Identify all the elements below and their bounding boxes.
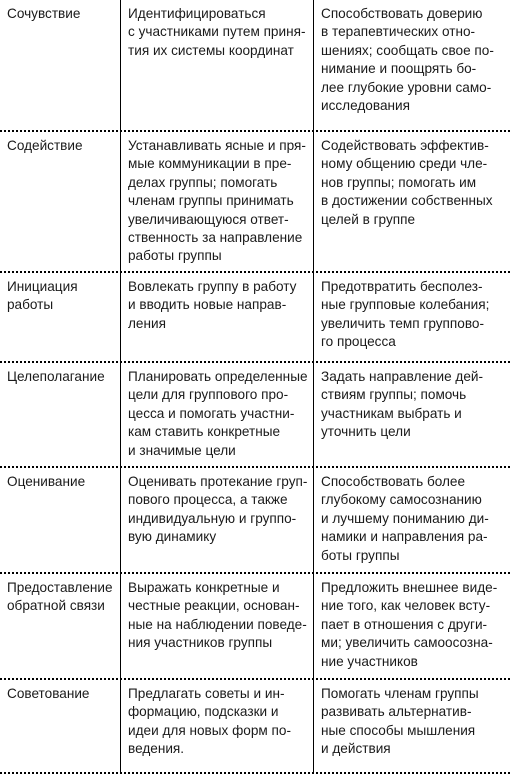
goal-cell: Планировать определенные цели для группового про- цесса и помогать участни- кам ставить конкретные и значимые цели: [120, 363, 313, 468]
role-cell: Содействие: [7, 138, 83, 153]
table-row: [0, 0, 510, 132]
role-cell: Предоставление обратной связи: [7, 580, 113, 614]
table-row: [0, 574, 510, 680]
table-row: [0, 680, 510, 774]
goal-cell: Оценивать протекание груп- пового процесса, а также индивидуальную и группо- вую динамику: [120, 468, 313, 574]
goal-cell: Идентифицироваться с участниками путем приня- тия их системы координат: [120, 0, 313, 132]
role-cell: Оценивание: [7, 474, 86, 489]
role-cell: Сочувствие: [7, 6, 81, 21]
goal-cell: Устанавливать ясные и пря- мые коммуникации в пре- делах группы; помогать членам группы принимать увеличивающуюся ответ- ственность за направление работы группы: [120, 132, 313, 273]
table-row: [0, 468, 510, 574]
effect-cell: Задать направление дей- ствиям группы; помочь участникам выбрать и уточнить цели: [313, 363, 510, 468]
effect-cell: Предложить внешнее виде- ние того, как человек всту- пает в отношения с други- ми; увеличить самоосозна- ние участников: [313, 574, 510, 680]
effect-cell: Способствовать более глубокому самосознанию и лучшему пониманию ди- намики и направления ра- боты группы: [313, 468, 510, 574]
goal-cell: Выражать конкретные и честные реакции, основан- ные на наблюдении поведе- ния участников группы: [120, 574, 313, 680]
table-row: [0, 132, 510, 273]
role-cell: Советование: [7, 686, 90, 701]
effect-cell: Способствовать доверию в терапевтических отно- шениях; сообщать свое по- нимание и поощрять бо- лее глубокие уровни само- исследования: [313, 0, 510, 132]
effect-cell: Предотвратить бесполез- ные групповые колебания; увеличить темп группово- го процесса: [313, 273, 510, 363]
row-divider: [0, 772, 510, 774]
role-cell: Целеполагание: [7, 369, 105, 384]
effect-cell: Содействовать эффектив- ному общению среди чле- нов группы; помогать им в достижении собственных целей в группе: [313, 132, 510, 273]
goal-cell: Вовлекать группу в работу и вводить новые направ- ления: [120, 273, 313, 363]
role-cell: Инициация работы: [7, 279, 78, 313]
table-row: [0, 273, 510, 363]
effect-cell: Помогать членам группы развивать альтернатив- ные способы мышления и действия: [313, 680, 510, 774]
goal-cell: Предлагать советы и ин- формацию, подсказки и идеи для новых форм по- ведения.: [120, 680, 313, 774]
table-row: [0, 363, 510, 468]
